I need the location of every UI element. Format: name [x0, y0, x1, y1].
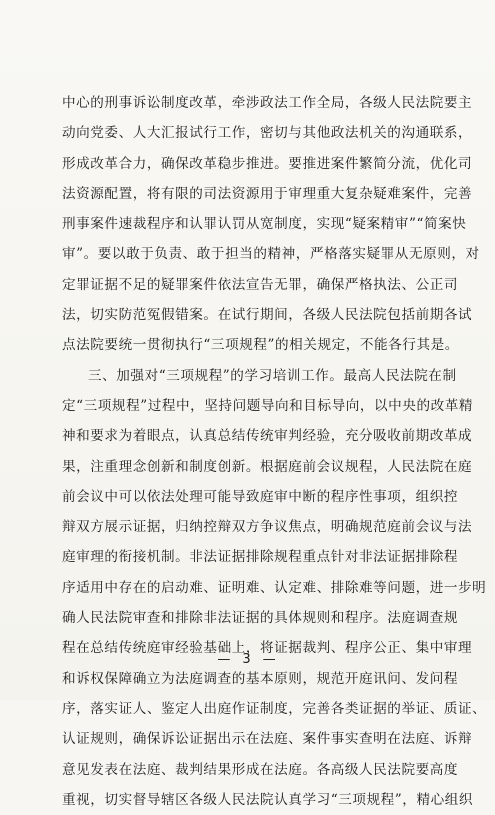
text-line: 法，切实防范冤假错案。在试行期间，各级人民法院包括前期各试 [62, 307, 473, 324]
text-line: 神和要求为着眼点，认真总结传统审判经验，充分吸收前期改革成 [62, 428, 473, 445]
text-line: 和诉权保障确立为法庭调查的基本原则，规范开庭讯问、发问程 [62, 670, 459, 687]
text-line: 审”。要以敢于负责、敢于担当的精神，严格落实疑罪从无原则，对 [62, 246, 480, 263]
text-line: 法资源配置，将有限的司法资源用于审理重大复杂疑难案件，完善 [62, 185, 473, 202]
text-line: 认证规则，确保诉讼证据出示在法庭、案件事实查明在法庭、诉辩 [62, 731, 473, 748]
section-heading-line: 三、加强对“三项规程”的学习培训工作。最高人民法院在制 [88, 367, 457, 384]
text-line: 点法院要统一贯彻执行“三项规程”的相关规定，不能各行其是。 [62, 337, 459, 354]
text-line: 形成改革合力，确保改革稳步推进。要推进案件繁简分流，优化司 [62, 155, 473, 172]
text-line: 意见发表在法庭、裁判结果形成在法庭。各高级人民法院要高度 [62, 761, 459, 778]
text-line: 果，注重理念创新和制度创新。根据庭前会议规程，人民法院在庭 [62, 458, 473, 475]
text-line: 序，落实证人、鉴定人出庭作证制度，完善各类证据的举证、质证、 [62, 700, 487, 717]
body-text [62, 88, 487, 815]
text-line: 序适用中存在的启动难、证明难、认定难、排除难等问题，进一步明 [62, 579, 487, 596]
text-line: 确人民法院审查和排除非法证据的具体规则和程序。法庭调查规 [62, 610, 459, 627]
text-line: 定“三项规程”过程中，坚持问题导向和目标导向，以中央的改革精 [62, 397, 474, 414]
text-line: 前会议中可以依法处理可能导致庭审中断的程序性事项，组织控 [62, 488, 459, 505]
text-line: 辩双方展示证据，归纳控辩双方争议焦点，明确规范庭前会议与法 [62, 519, 473, 536]
text-line: 刑事案件速裁程序和认罪认罚从宽制度，实现“疑案精审”“简案快 [62, 216, 467, 233]
text-line: 中心的刑事诉讼制度改革，牵涉政法工作全局，各级人民法院要主 [62, 95, 473, 111]
text-line: 定罪证据不足的疑罪案件依法宣告无罪，确保严格执法、公正司 [62, 276, 459, 293]
text-line: 动向党委、人大汇报试行工作，密切与其他政法机关的沟通联系， [62, 125, 473, 142]
text-line: 庭审理的衔接机制。非法证据排除规程重点针对非法证据排除程 [62, 549, 459, 566]
page-number: — 3 — [217, 652, 278, 667]
text-line: 重视，切实督导辖区各级人民法院认真学习“三项规程”，精心组织 [62, 791, 474, 808]
text-line: 程在总结传统庭审经验基础上，将证据裁判、程序公正、集中审理 [62, 640, 473, 657]
page-number-value: 3 [242, 652, 253, 667]
